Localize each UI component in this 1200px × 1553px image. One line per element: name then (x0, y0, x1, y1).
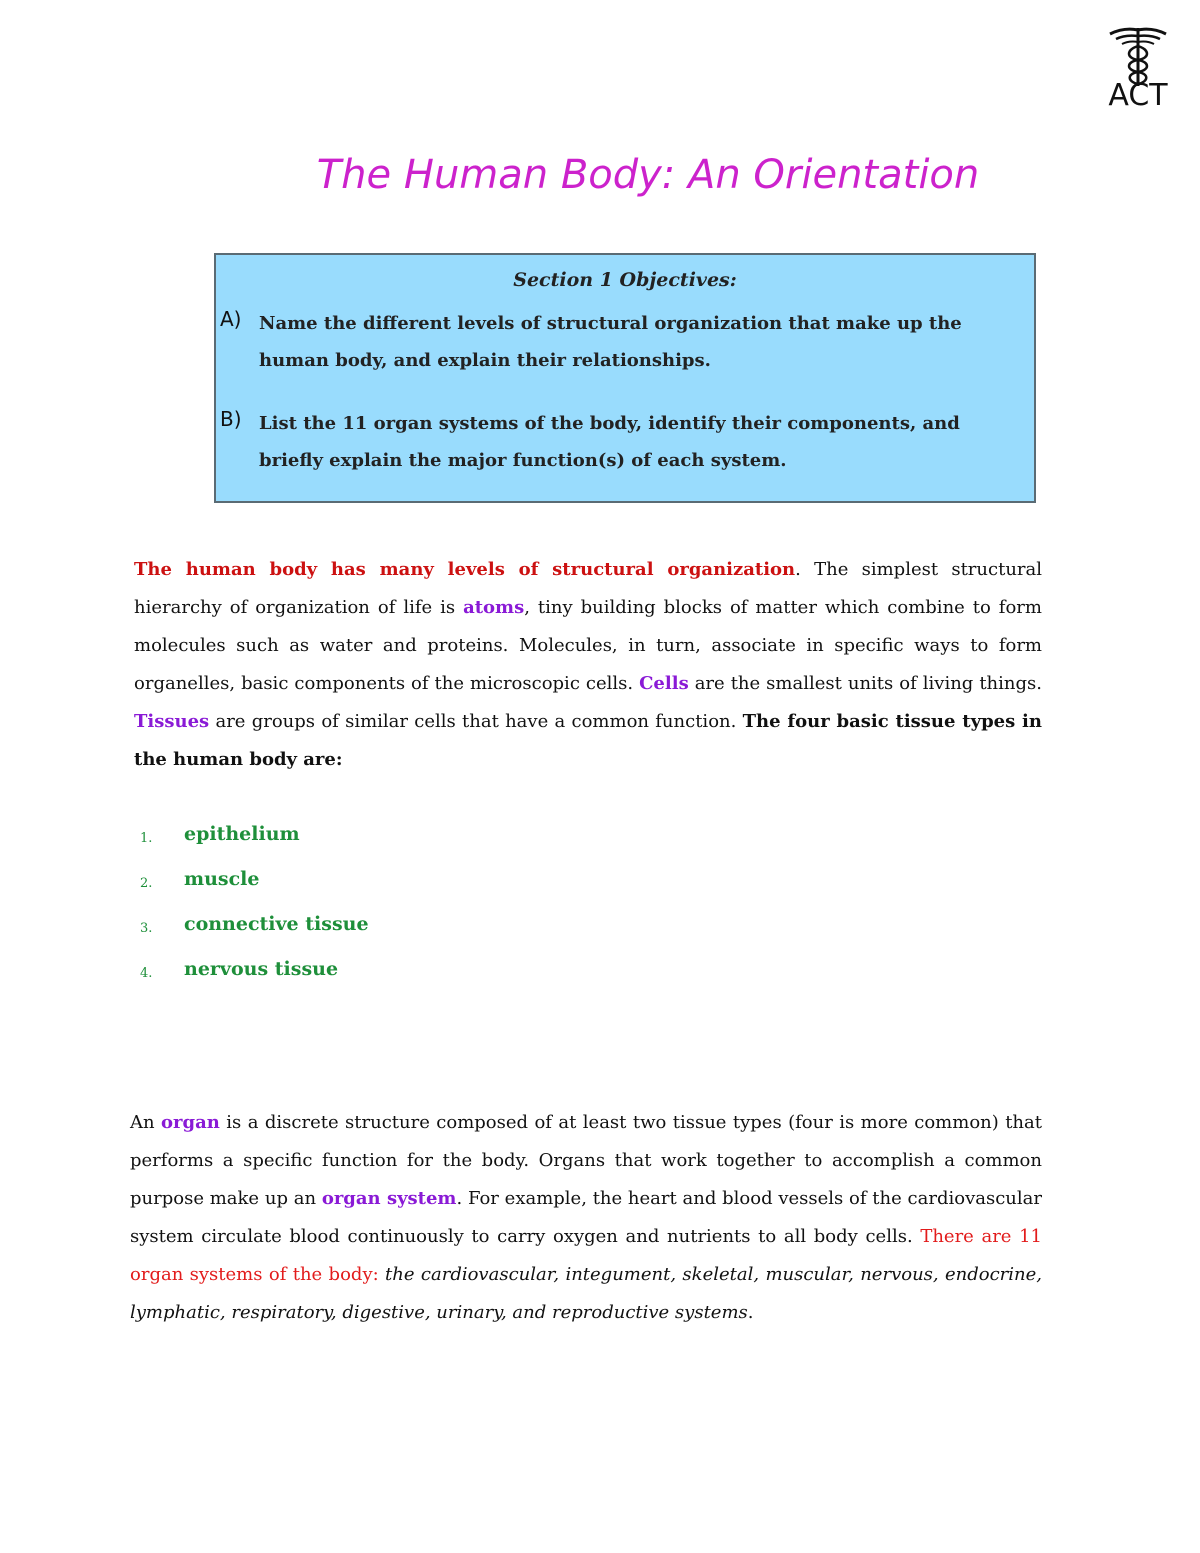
list-label: nervous tissue (184, 958, 339, 980)
term-organ-system: organ system (321, 1188, 457, 1209)
list-item (140, 958, 640, 1003)
para-text: , tiny building blocks of matter which combine to form molecules such as water and proteins. Molecules, in turn, associate in specific ways to form organelles, basic components of the microscopic cells. (134, 597, 1042, 694)
list-number: 4. (140, 966, 153, 981)
para-text: are the smallest units of living things. (688, 673, 1042, 694)
organ-systems-statement: There are 11 organ systems of the body: (130, 1226, 1042, 1285)
para-text: are groups of similar cells that have a common function. (209, 711, 743, 732)
list-label: muscle (184, 868, 260, 890)
objective-text: List the 11 organ systems of the body, identify their components, and briefly explain the major function(s) of each system. (259, 413, 960, 471)
list-number: 3. (140, 921, 153, 936)
objectives-box (214, 253, 1036, 503)
objectives-heading: Section 1 Objectives: (513, 269, 737, 291)
list-number: 1. (140, 831, 153, 846)
para-text: An (130, 1112, 162, 1133)
objective-text: Name the different levels of structural organization that make up the human body, and explain their relationships. (259, 313, 962, 371)
term-cells: Cells (639, 673, 689, 694)
page-title: The Human Body: An Orientation (316, 152, 980, 198)
logo-text: ACT (1108, 78, 1168, 113)
para-text: is a discrete structure composed of at least two tissue types (four is more common) that performs a specific function for the body. Organs that work together to accomplish a common purpose make up an (130, 1112, 1042, 1209)
act-logo (1098, 26, 1178, 114)
term-atoms: atoms (463, 597, 525, 618)
para-text: . (747, 1302, 754, 1323)
para-text: . The simplest structural hierarchy of organization of life is (134, 559, 1043, 618)
tissue-type-list (140, 823, 640, 1003)
term-organ: organ (161, 1112, 220, 1133)
list-label: connective tissue (184, 913, 369, 935)
para-text: . For example, the heart and blood vessels of the cardiovascular system circulate blood continuously to carry oxygen and nutrients to all body cells. (130, 1188, 1042, 1247)
objective-letter: A) (220, 307, 242, 331)
list-label: epithelium (184, 823, 300, 845)
organ-systems-list: the cardiovascular, integument, skeletal, muscular, nervous, endocrine, lymphatic, respiratory, digestive, urinary, and reproductive systems (130, 1264, 1043, 1323)
list-number: 2. (140, 876, 153, 891)
organ-paragraph (130, 1104, 1042, 1332)
objective-letter: B) (220, 407, 242, 431)
term-tissues: Tissues (134, 711, 210, 732)
list-item (140, 868, 640, 913)
levels-paragraph (134, 551, 1042, 779)
tissue-types-intro: The four basic tissue types in the human body are: (134, 711, 1042, 770)
list-item (140, 823, 640, 868)
list-item (140, 913, 640, 958)
levels-lead: The human body has many levels of structural organization (134, 559, 796, 580)
